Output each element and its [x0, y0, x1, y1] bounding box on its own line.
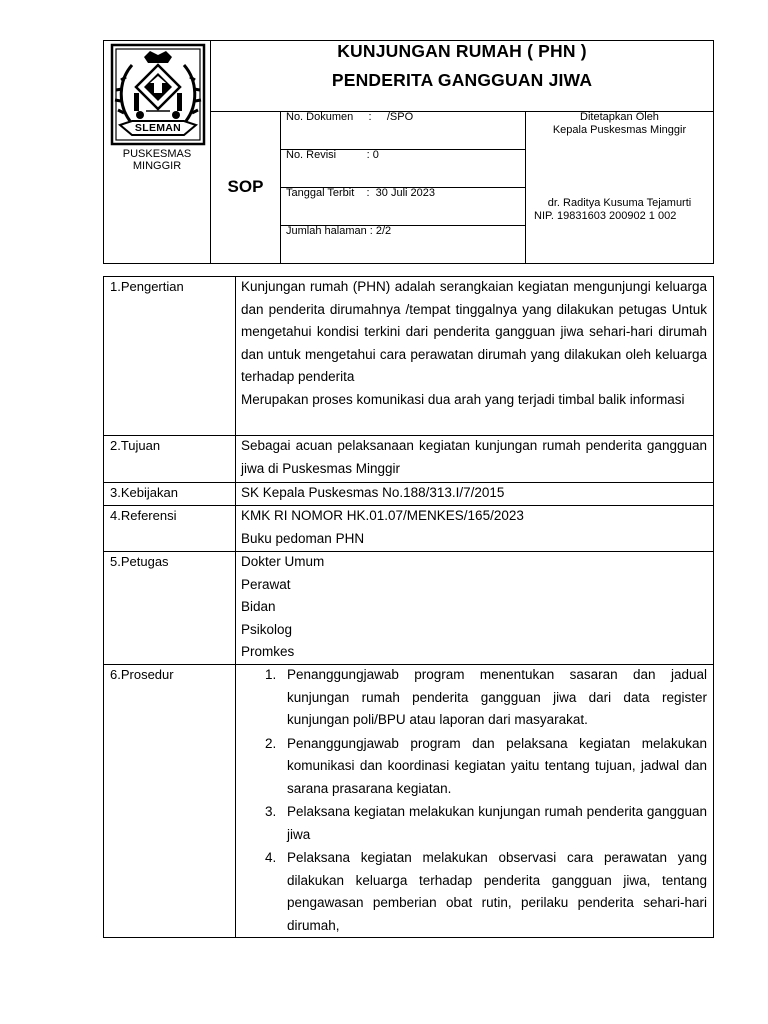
doc-number: No. Dokumen : /SPO [286, 111, 414, 123]
label-prosedur: 6.Prosedur [110, 667, 174, 682]
prosedur-step [241, 664, 707, 732]
pengertian-paragraph-1: Kunjungan rumah (PHN) adalah serangkaian kegiatan mengunjungi keluarga dan penderita dirumahnya /tempat tinggalnya yang dilakukan petugas Untuk mengetahui kondisi terkini dari penderita gangguan jiwa sehari-hari dirumah dan untuk mengetahui cara perawatan dirumah yang dilakukan oleh keluarga terhadap penderita [241, 279, 707, 384]
referensi-content [241, 505, 707, 550]
step-number: 2. [265, 735, 277, 751]
petugas-line-2: Perawat [241, 576, 291, 592]
signatory-name: dr. Raditya Kusuma Tejamurti [547, 197, 692, 209]
sleman-logo [110, 43, 206, 146]
referensi-line-1: KMK RI NOMOR HK.01.07/MENKES/165/2023 [241, 508, 524, 523]
label-pengertian: 1.Pengertian [110, 279, 184, 294]
document-title-line-2: PENDERITA GANGGUAN JIWA [331, 70, 593, 90]
step-text: Pelaksana kegiatan melakukan observasi cara perawatan yang dilakukan keluarga terhadap penderita gangguan jiwa, tentang pengawasan pemberian obat rutin, perilaku penderita sehari-hari dirumah, [287, 850, 707, 933]
tujuan-paragraph: Sebagai acuan pelaksanaan kegiatan kunjungan rumah penderita gangguan jiwa di Puskesmas Minggir [241, 438, 707, 476]
institution-name [104, 148, 210, 172]
prosedur-step [241, 847, 707, 937]
pengertian-content [241, 276, 707, 411]
signatory-nip: NIP. 19831603 200902 1 002 [534, 210, 677, 222]
revision-number: No. Revisi : 0 [286, 149, 379, 161]
petugas-line-5: Promkes [241, 644, 295, 659]
petugas-content [241, 551, 707, 664]
institution-line-1: PUSKESMAS [122, 148, 192, 160]
referensi-line-2: Buku pedoman PHN [241, 530, 365, 546]
label-kebijakan: 3.Kebijakan [110, 485, 178, 500]
pengertian-paragraph-2: Merupakan proses komunikasi dua arah yang terjadi timbal balik informasi [241, 391, 685, 407]
institution-line-2: MINGGIR [132, 160, 182, 172]
prosedur-content [241, 664, 707, 937]
document-title-line-1: KUNJUNGAN RUMAH ( PHN ) [337, 41, 587, 61]
prosedur-step [241, 733, 707, 801]
prosedur-step [241, 801, 707, 846]
logo-label: SLEMAN [134, 122, 182, 134]
kebijakan-content [241, 482, 707, 503]
approval-block [526, 111, 713, 137]
step-number: 1. [265, 667, 277, 682]
label-tujuan: 2.Tujuan [110, 438, 161, 453]
approved-by-line-2: Kepala Puskesmas Minggir [552, 124, 687, 136]
petugas-line-1: Dokter Umum [241, 554, 325, 569]
petugas-line-4: Psikolog [241, 621, 293, 637]
label-referensi: 4.Referensi [110, 508, 177, 523]
step-text: Pelaksana kegiatan melakukan kunjungan rumah penderita gangguan jiwa [287, 804, 707, 842]
approved-by-line-1: Ditetapkan Oleh [580, 111, 659, 123]
step-text: Penanggungjawab program dan pelaksana kegiatan melakukan komunikasi dan koordinasi kegiatan yaitu tentang tujuan, jadwal dan sarana prasarana kegiatan. [287, 735, 707, 796]
sop-label: SOP [227, 177, 264, 196]
signatory-block [526, 197, 713, 223]
prosedur-list [241, 664, 707, 937]
step-number: 4. [265, 850, 277, 865]
page-count: Jumlah halaman : 2/2 [286, 225, 392, 237]
issue-date: Tanggal Terbit : 30 Juli 2023 [286, 187, 436, 199]
step-text: Penanggungjawab program menentukan sasaran dan jadual kunjungan rumah penderita gangguan jiwa dari data register kunjungan poli/BPU atau laporan dari masyarakat. [287, 667, 707, 727]
label-petugas: 5.Petugas [110, 554, 169, 569]
tujuan-content [241, 435, 707, 480]
kebijakan-paragraph: SK Kepala Puskesmas No.188/313.I/7/2015 [241, 485, 505, 500]
petugas-line-3: Bidan [241, 599, 276, 614]
step-number: 3. [265, 804, 277, 819]
